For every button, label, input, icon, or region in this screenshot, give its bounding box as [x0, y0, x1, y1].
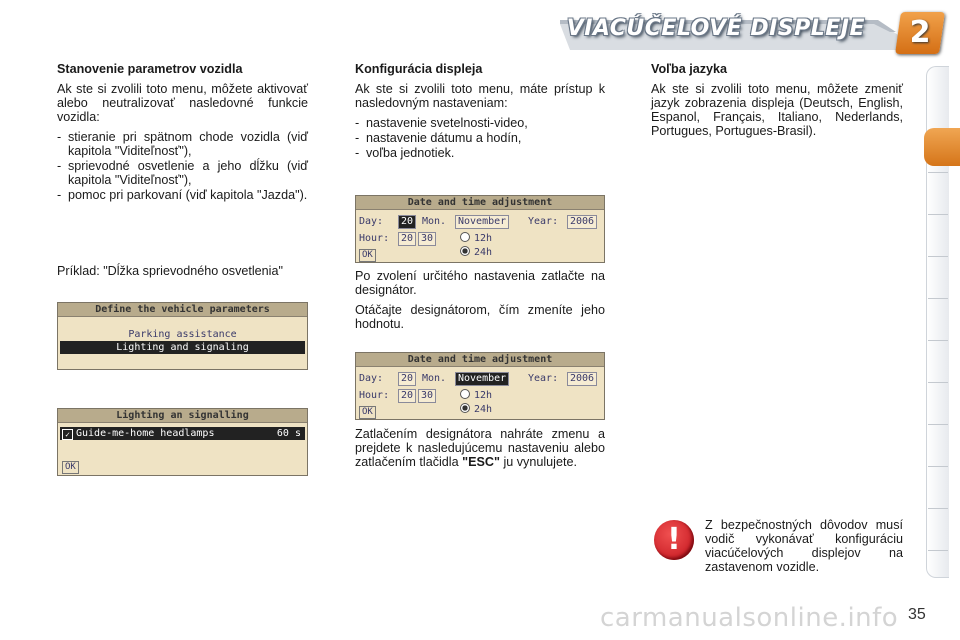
section-heading: Voľba jazyka [651, 62, 728, 76]
minute-field: 30 [418, 389, 436, 403]
menu-option-selected: Lighting and signaling [60, 341, 305, 354]
tab-divider [928, 298, 948, 299]
tab-divider [928, 466, 948, 467]
example-caption: Príklad: "Dĺžka sprievodného osvetlenia" [57, 264, 283, 278]
radio-selected-icon [460, 403, 470, 413]
tab-chapter-2[interactable] [924, 128, 960, 166]
year-label: Year: [528, 216, 559, 227]
warning-text: Z bezpečnostných dôvodov musí vodič vykonávať konfiguráciu viacúčelových displejov na zastavenom vozidle. [705, 518, 903, 574]
list-item: - sprievodné osvetlenie a jeho dĺžku (viď kapitola "Viditeľnosť"), [57, 159, 308, 187]
paragraph: Po zvolení určitého nastavenia zatlačte na designátor. [355, 269, 605, 297]
paragraph: Ak ste si zvolili toto menu, môžete zmeniť jazyk zobrazenia displeja (Deutsch, English, Espanol, Français, Italiano, Nederlands, Portugues, Portugues-Brasil). [651, 82, 903, 138]
warning-icon: ! [654, 520, 694, 560]
hour-field: 20 [398, 389, 416, 403]
screen-title: Date and time adjustment [356, 196, 604, 210]
esc-key-label: "ESC" [462, 455, 500, 469]
month-field: November [455, 372, 509, 386]
tab-divider [928, 340, 948, 341]
watermark: carmanualsonline.info [600, 603, 899, 633]
tab-divider [928, 256, 948, 257]
radio-selected-icon [460, 246, 470, 256]
date-time-screen-day [355, 195, 605, 263]
ok-button: OK [359, 406, 376, 419]
day-label: Day: [359, 216, 384, 227]
chapter-badge: 2 [895, 12, 945, 54]
hour-label: Hour: [359, 233, 390, 244]
month-field: November [455, 215, 509, 229]
day-label: Day: [359, 373, 384, 384]
hour-label: Hour: [359, 390, 390, 401]
esc-instruction [355, 427, 605, 475]
left-column [57, 62, 308, 203]
year-label: Year: [528, 373, 559, 384]
screen-title: Define the vehicle parameters [58, 303, 307, 317]
radio-icon [460, 232, 470, 242]
ok-button: OK [62, 461, 79, 474]
settings-list [355, 116, 605, 160]
paragraph: Otáčajte designátorom, čím zmeníte jeho hodnotu. [355, 303, 605, 331]
list-item: - nastavenie svetelnosti-video, [355, 116, 605, 130]
day-field: 20 [398, 215, 416, 229]
radio-icon [460, 389, 470, 399]
tab-divider [928, 550, 948, 551]
setting-row [60, 427, 305, 440]
month-label: Mon. [422, 216, 447, 227]
tab-divider [928, 172, 948, 173]
tab-divider [928, 508, 948, 509]
date-time-screen-month [355, 352, 605, 420]
year-field: 2006 [567, 372, 597, 386]
tab-divider [928, 424, 948, 425]
ok-button: OK [359, 249, 376, 262]
format-12-option: 12h [460, 389, 492, 402]
year-field: 2006 [567, 215, 597, 229]
list-item: - voľba jednotiek. [355, 146, 605, 160]
list-item: - stieranie pri spätnom chode vozidla (viď kapitola "Viditeľnosť"), [57, 130, 308, 158]
checkbox-icon: ✓ [62, 429, 73, 440]
minute-field: 30 [418, 232, 436, 246]
hour-field: 20 [398, 232, 416, 246]
screen-title: Date and time adjustment [356, 353, 604, 367]
setting-value: 60 s [276, 428, 301, 439]
page-number: 35 [908, 606, 926, 623]
day-field: 20 [398, 372, 416, 386]
paragraph: Ak ste si zvolili toto menu, máte prístup k nasledovným nastaveniam: [355, 82, 605, 110]
feature-list [57, 130, 308, 202]
list-item: - nastavenie dátumu a hodín, [355, 131, 605, 145]
section-heading: Konfigurácia displeja [355, 62, 483, 76]
page-title: VIACÚČELOVÉ DISPLEJE [566, 16, 865, 41]
paragraph: Zatlačením designátora nahráte zmenu a prejdete k nasledujúcemu nastaveniu alebo zatlačením tlačidla "ESC" ju vynulujete. [355, 427, 605, 469]
tab-divider [928, 382, 948, 383]
lighting-screen [57, 408, 308, 476]
format-24-option: 24h [460, 403, 492, 416]
list-item: - pomoc pri parkovaní (viď kapitola "Jazda"). [57, 188, 308, 202]
middle-column [355, 62, 605, 161]
tab-divider [928, 214, 948, 215]
vehicle-params-screen [57, 302, 308, 370]
middle-instructions [355, 269, 605, 337]
screen-title: Lighting an signalling [58, 409, 307, 423]
menu-option: Parking assistance [128, 329, 237, 340]
right-column [651, 62, 903, 144]
setting-label: Guide-me-home headlamps [76, 428, 215, 439]
format-12-option: 12h [460, 232, 492, 245]
section-heading: Stanovenie parametrov vozidla [57, 62, 243, 76]
month-label: Mon. [422, 373, 447, 384]
format-24-option: 24h [460, 246, 492, 259]
paragraph: Ak ste si zvolili toto menu, môžete aktivovať alebo neutralizovať nasledovné funkcie vozidla: [57, 82, 308, 124]
